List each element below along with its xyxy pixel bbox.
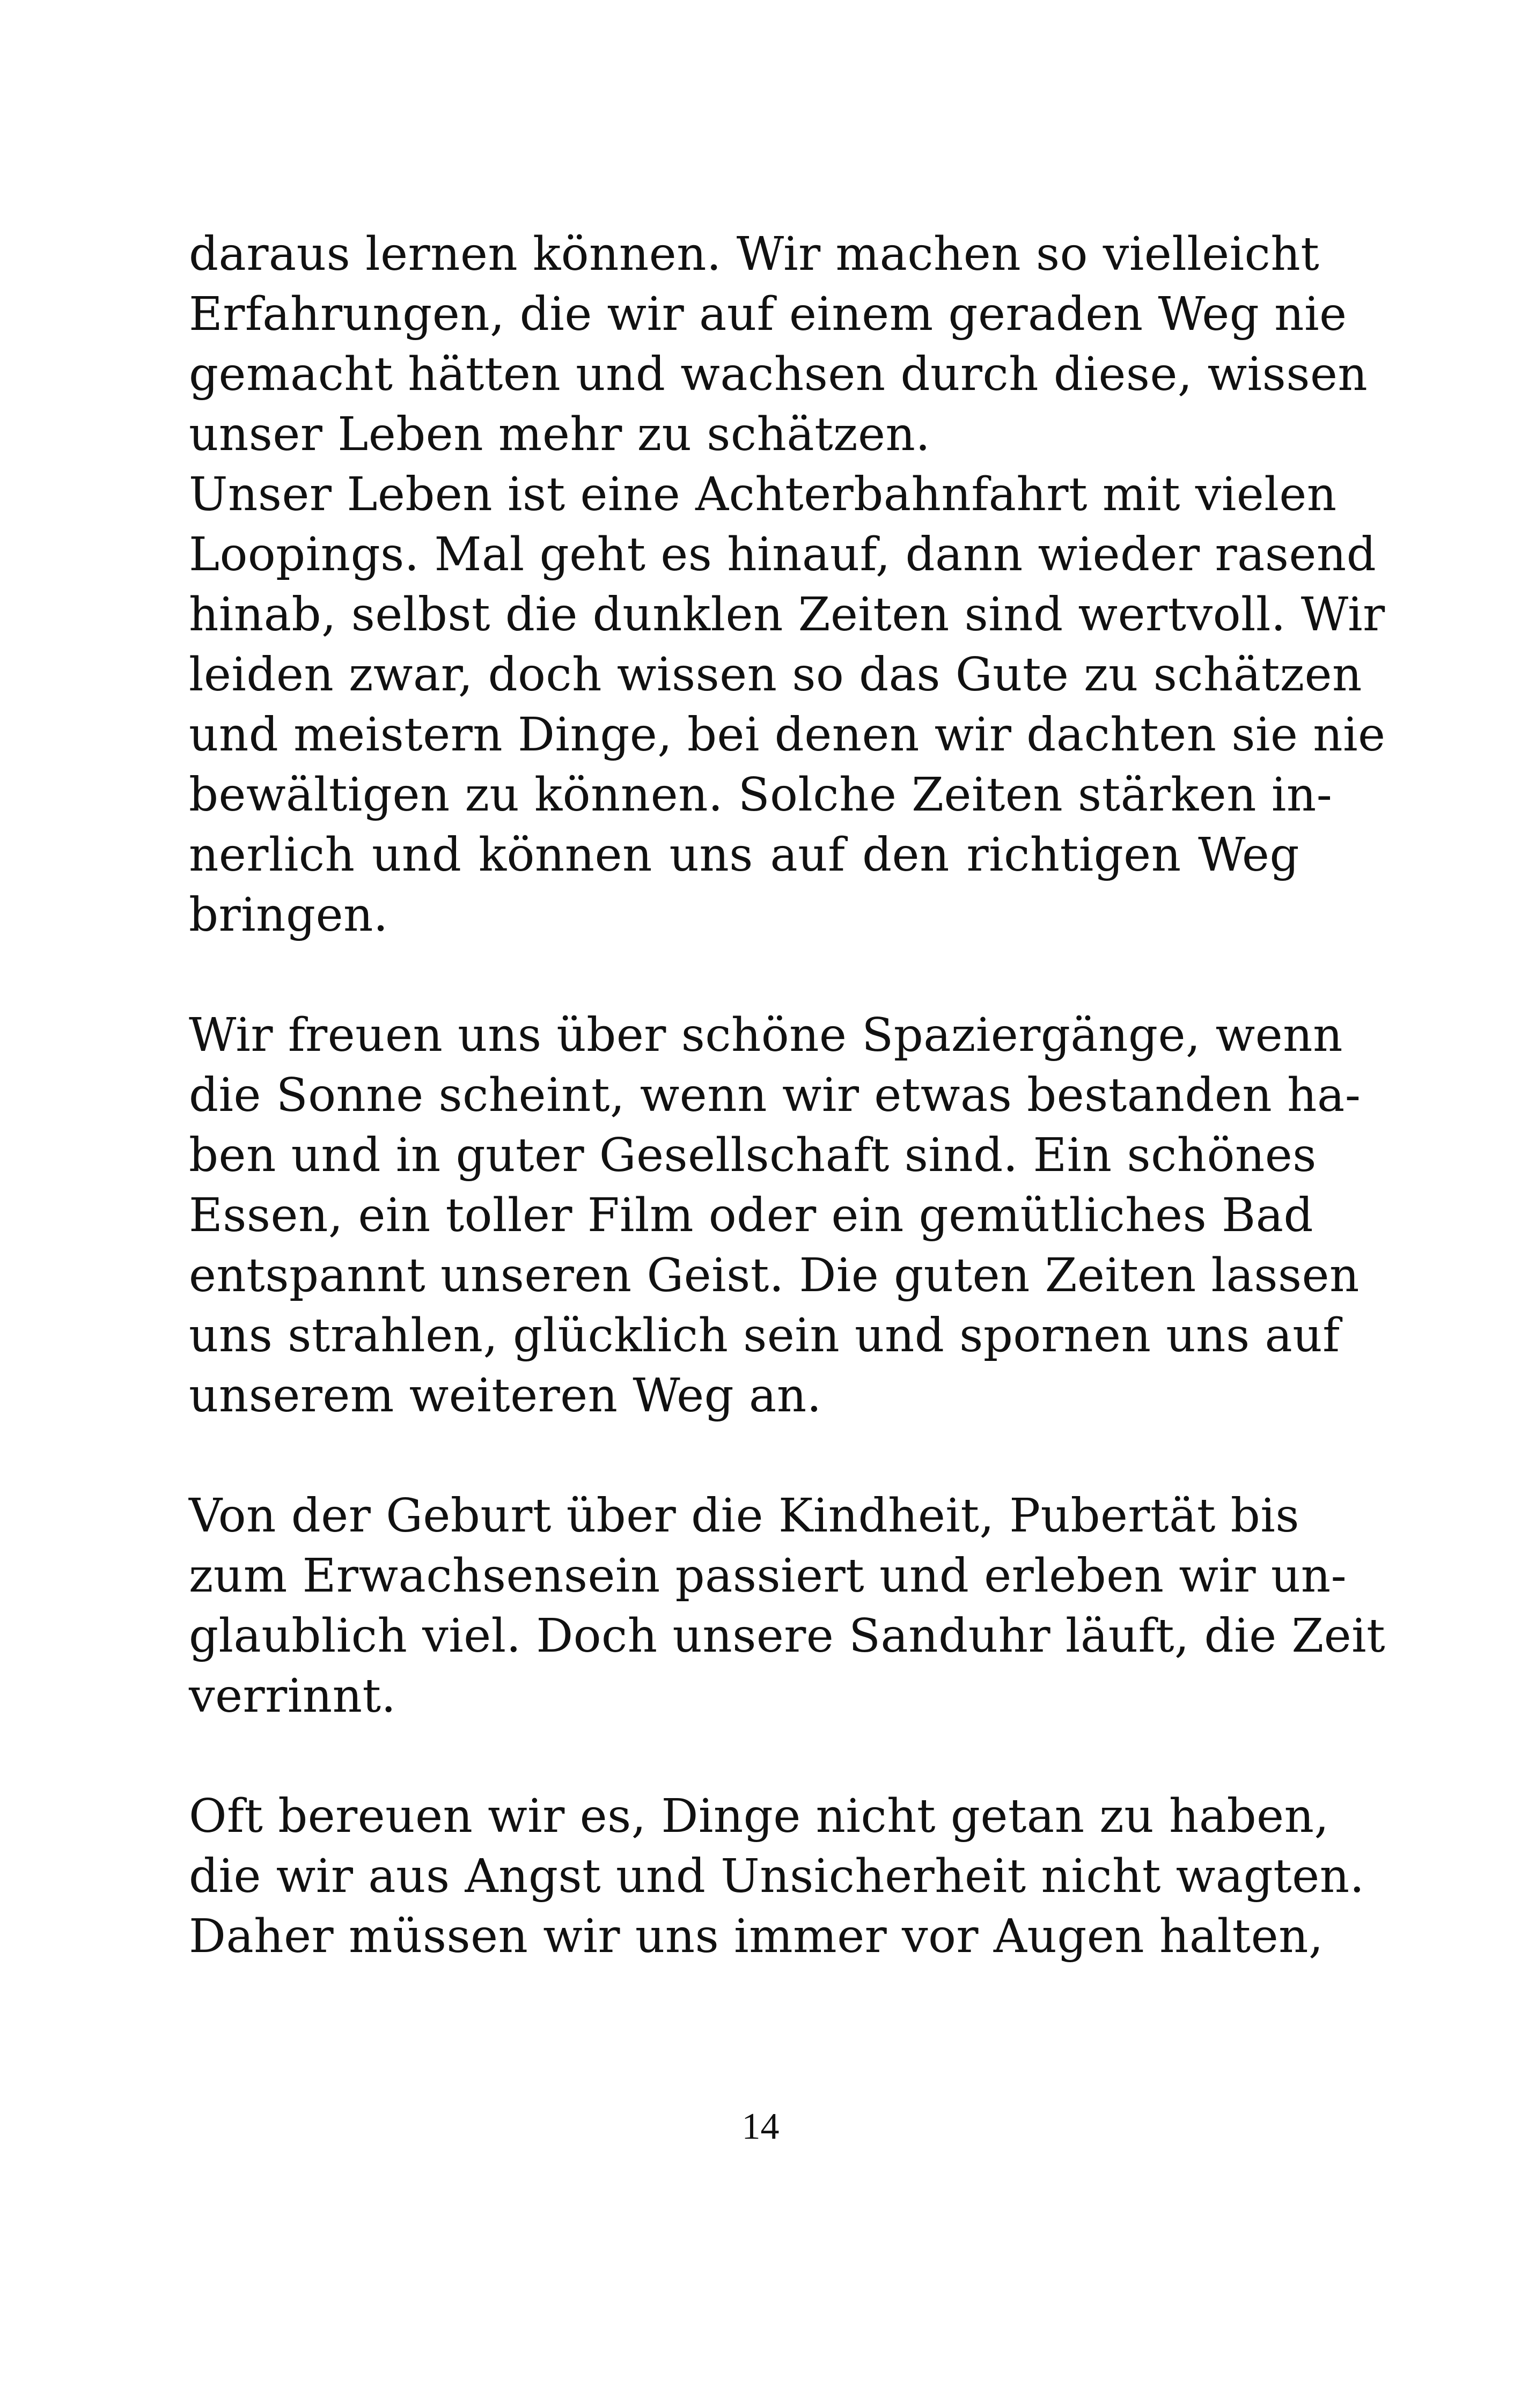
- text-line: nerlich und können uns auf den richtigen Weg: [189, 828, 1299, 882]
- text-line: bewältigen zu können. Solche Zeiten stärken in-: [189, 768, 1333, 822]
- text-line: verrinnt.: [189, 1669, 396, 1723]
- text-line: Essen, ein toller Film oder ein gemütliches Bad: [189, 1189, 1314, 1242]
- paragraph: [189, 1005, 1361, 1426]
- paragraph: [189, 224, 1368, 465]
- paragraph: [189, 465, 1386, 945]
- text-line: Loopings. Mal geht es hinauf, dann wieder rasend: [189, 528, 1377, 581]
- text-line: Unser Leben ist eine Achterbahnfahrt mit vielen: [189, 468, 1337, 521]
- body-text: [189, 224, 1386, 1967]
- paragraph: [189, 1486, 1386, 1726]
- text-line: die Sonne scheint, wenn wir etwas bestanden ha-: [189, 1069, 1361, 1122]
- paragraph-spacer: [189, 945, 1299, 1005]
- text-line: hinab, selbst die dunklen Zeiten sind wertvoll. Wir: [189, 588, 1385, 642]
- text-line: Erfahrungen, die wir auf einem geraden Weg nie: [189, 288, 1347, 341]
- text-line: leiden zwar, doch wissen so das Gute zu schätzen: [189, 648, 1362, 702]
- text-line: Von der Geburt über die Kindheit, Pubertät bis: [189, 1489, 1299, 1543]
- paragraph-spacer: [189, 1426, 1299, 1486]
- text-line: glaublich viel. Doch unsere Sanduhr läuft, die Zeit: [189, 1609, 1386, 1663]
- text-line: unserem weiteren Weg an.: [189, 1369, 822, 1423]
- text-line: entspannt unseren Geist. Die guten Zeiten lassen: [189, 1249, 1360, 1302]
- text-line: zum Erwachsensein passiert und erleben wir un-: [189, 1549, 1347, 1603]
- text-line: unser Leben mehr zu schätzen.: [189, 408, 931, 461]
- text-line: Oft bereuen wir es, Dinge nicht getan zu haben,: [189, 1790, 1329, 1843]
- text-line: ben und in guter Gesellschaft sind. Ein schönes: [189, 1129, 1317, 1182]
- text-line: bringen.: [189, 888, 388, 942]
- text-line: gemacht hätten und wachsen durch diese, wissen: [189, 348, 1368, 401]
- page-number: 14: [741, 2106, 780, 2147]
- text-line: die wir aus Angst und Unsicherheit nicht wagten.: [189, 1850, 1365, 1903]
- paragraph: [189, 1786, 1365, 1967]
- paragraph-spacer: [189, 1726, 1299, 1786]
- text-line: uns strahlen, glücklich sein und spornen uns auf: [189, 1309, 1340, 1363]
- text-line: daraus lernen können. Wir machen so vielleicht: [189, 227, 1320, 281]
- text-line: Daher müssen wir uns immer vor Augen halten,: [189, 1910, 1324, 1963]
- text-line: Wir freuen uns über schöne Spaziergänge, wenn: [189, 1008, 1343, 1062]
- text-line: und meistern Dinge, bei denen wir dachten sie nie: [189, 708, 1386, 762]
